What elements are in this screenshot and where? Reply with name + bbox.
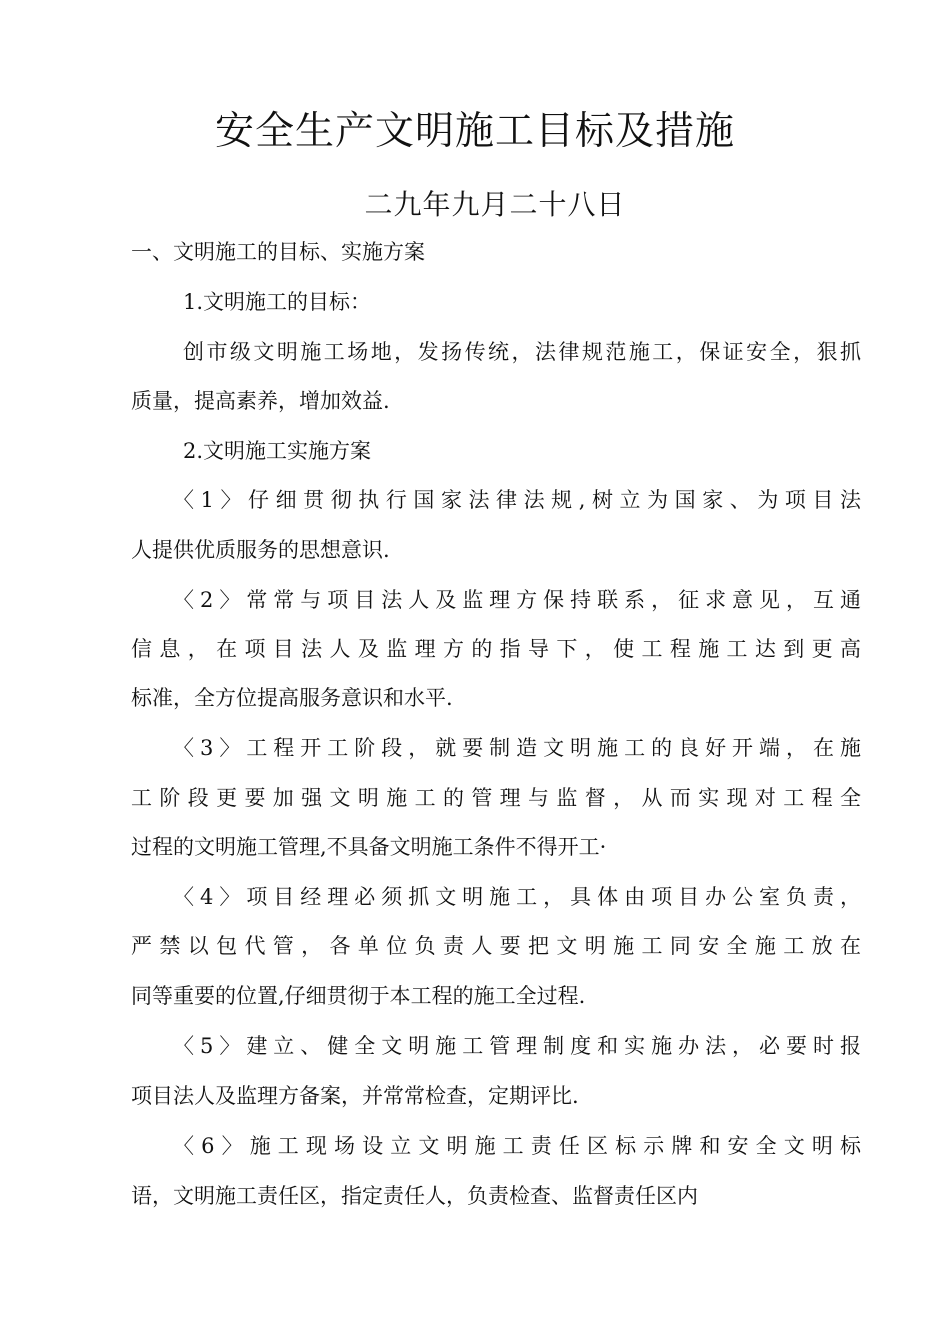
item-4-line-3: 同等重要的位置,仔细贯彻于本工程的施工全过程. xyxy=(131,984,586,1008)
item-2-line-3: 标准，全方位提高服务意识和水平. xyxy=(131,686,453,710)
item-1-line-2: 人提供优质服务的思想意识. xyxy=(131,538,390,562)
item-1-line-1: 〈1〉仔细贯彻执行国家法律法规,树立为国家、为项目法 xyxy=(173,488,861,512)
item-5-line-1: 〈5〉建立、健全文明施工管理制度和实施办法，必要时报 xyxy=(173,1034,861,1058)
item-3-line-2: 工阶段更要加强文明施工的管理与监督，从而实现对工程全 xyxy=(131,786,861,810)
subsection-heading-goal: 1.文明施工的目标： xyxy=(183,290,372,314)
item-2-line-1: 〈2〉常常与项目法人及监理方保持联系，征求意见，互通 xyxy=(173,588,861,612)
item-6-line-1: 〈6〉施工现场设立文明施工责任区标示牌和安全文明标 xyxy=(173,1134,861,1158)
document-date: 二九年九月二十八日 xyxy=(364,188,626,221)
item-3-line-3: 过程的文明施工管理,不具备文明施工条件不得开工· xyxy=(131,835,607,859)
item-4-line-2: 严禁以包代管，各单位负责人要把文明施工同安全施工放在 xyxy=(131,934,861,958)
goal-line-2: 质量，提高素养，增加效益. xyxy=(131,389,390,413)
item-6-line-2: 语，文明施工责任区，指定责任人，负责检查、监督责任区内 xyxy=(131,1184,698,1208)
item-4-line-1: 〈4〉项目经理必须抓文明施工，具体由项目办公室负责， xyxy=(173,885,861,909)
section-heading: 一、文明施工的目标、实施方案 xyxy=(131,240,425,264)
item-2-line-2: 信息，在项目法人及监理方的指导下，使工程施工达到更高 xyxy=(131,637,861,661)
item-3-line-1: 〈3〉工程开工阶段，就要制造文明施工的良好开端，在施 xyxy=(173,736,861,760)
subsection-heading-plan: 2.文明施工实施方案 xyxy=(183,439,372,463)
goal-line-1: 创市级文明施工场地，发扬传统，法律规范施工，保证安全，狠抓 xyxy=(183,340,861,364)
item-5-line-2: 项目法人及监理方备案，并常常检查，定期评比. xyxy=(131,1084,579,1108)
document-title: 安全生产文明施工目标及措施 xyxy=(214,109,735,154)
